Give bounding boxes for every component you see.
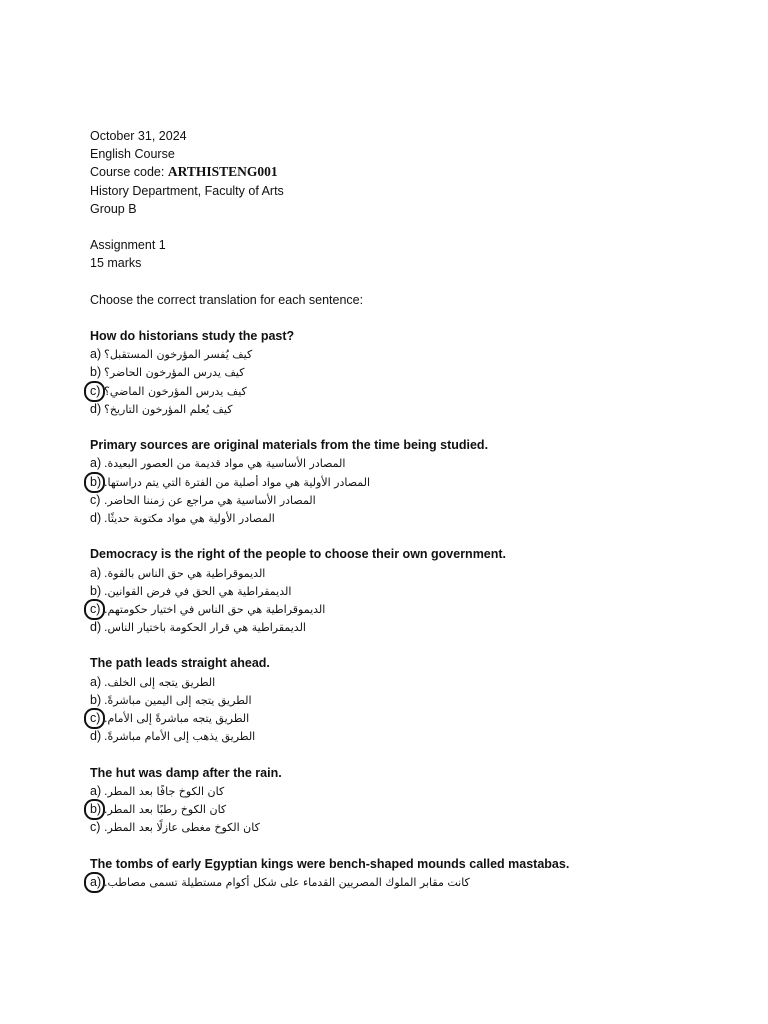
option-label: b): [90, 365, 102, 380]
option-label: d): [90, 729, 102, 744]
question-block: [90, 855, 750, 891]
question-block: [90, 764, 750, 855]
answer-option[interactable]: [90, 691, 750, 709]
answer-option[interactable]: [90, 818, 750, 836]
option-label: d): [90, 510, 102, 525]
answer-option[interactable]: [90, 491, 750, 509]
course-code-label: Course code:: [90, 165, 168, 180]
option-text: الديموقراطية هي حق الناس بالقوة.: [104, 566, 266, 580]
answer-option[interactable]: [90, 600, 750, 618]
option-label: a): [90, 456, 102, 471]
option-text: المصادر الأساسية هي مراجع عن زمننا الحاضر.: [104, 493, 316, 507]
option-label: c): [90, 601, 101, 616]
group: Group B: [90, 201, 137, 216]
question-text: Primary sources are original materials from the time being studied.: [90, 438, 489, 453]
document-content: [90, 127, 750, 891]
question-list: [90, 327, 750, 891]
option-text: كانت مقابر الملوك المصريين القدماء على شكل أكوام مستطيلة تسمى مصاطب.: [104, 875, 470, 889]
option-text: الطريق يتجه إلى الخلف.: [104, 675, 216, 689]
department: History Department, Faculty of Arts: [90, 183, 284, 198]
option-label: a): [90, 674, 102, 689]
answer-option[interactable]: [90, 873, 750, 891]
option-label: b): [90, 801, 102, 816]
course-code: [90, 163, 750, 181]
option-text: الطريق يتجه إلى اليمين مباشرةً.: [104, 693, 252, 707]
option-label: d): [90, 401, 102, 416]
option-label: c): [90, 820, 101, 835]
option-text: الديمقراطية هي قرار الحكومة باختيار الناس.: [104, 621, 306, 635]
option-text: كان الكوخ مغطى عازلًا بعد المطر.: [104, 821, 260, 835]
answer-option[interactable]: [90, 782, 750, 800]
question-block: [90, 436, 750, 545]
option-text: كيف يُفسر المؤرخون المستقبل؟: [104, 348, 253, 362]
answer-option[interactable]: [90, 564, 750, 582]
option-label: c): [90, 711, 101, 725]
answer-option[interactable]: [90, 382, 750, 400]
option-text: المصادر الأولية هي مواد مكتوبة حديثًا.: [104, 511, 275, 525]
option-text: كيف يدرس المؤرخون الماضي؟: [104, 384, 247, 398]
question-text: Democracy is the right of the people to choose their own government.: [90, 547, 507, 562]
answer-option[interactable]: [90, 363, 750, 381]
answer-option[interactable]: [90, 709, 750, 727]
option-label: b): [90, 474, 102, 489]
option-text: الديموقراطية هي حق الناس في اختيار حكومتهم.: [104, 602, 326, 616]
option-label: c): [90, 492, 101, 507]
question-text: The hut was damp after the rain.: [90, 765, 282, 780]
course-name: English Course: [90, 147, 175, 162]
option-label: a): [90, 874, 102, 889]
instruction: Choose the correct translation for each sentence:: [90, 292, 364, 307]
option-text: كيف يُعلم المؤرخون التاريخ؟: [104, 402, 233, 416]
assignment-title: Assignment 1: [90, 238, 166, 253]
option-label: d): [90, 620, 102, 635]
option-label: a): [90, 347, 102, 362]
option-text: كيف يدرس المؤرخون الحاضر؟: [104, 366, 245, 380]
answer-option[interactable]: [90, 400, 750, 418]
option-text: الطريق يذهب إلى الأمام مباشرةً.: [104, 730, 256, 744]
answer-option[interactable]: [90, 454, 750, 472]
option-text: المصادر الأساسية هي مواد قديمة من العصور البعيدة.: [104, 457, 346, 471]
option-text: المصادر الأولية هي مواد أصلية من الفترة التي يتم دراستها.: [104, 475, 371, 489]
option-text: كان الكوخ رطبًا بعد المطر.: [104, 802, 227, 816]
question-block: [90, 545, 750, 654]
assignment-marks: 15 marks: [90, 256, 142, 271]
answer-option[interactable]: [90, 727, 750, 745]
option-text: الطريق يتجه مباشرةً إلى الأمام.: [104, 712, 250, 725]
option-label: b): [90, 692, 102, 707]
option-label: a): [90, 565, 102, 580]
question-text: How do historians study the past?: [90, 329, 295, 344]
option-label: b): [90, 583, 102, 598]
answer-option[interactable]: [90, 345, 750, 363]
answer-option[interactable]: [90, 473, 750, 491]
option-label: a): [90, 783, 102, 798]
question-text: The path leads straight ahead.: [90, 656, 270, 671]
answer-option[interactable]: [90, 800, 750, 818]
option-text: الديمقراطية هي الحق في فرض القوانين.: [104, 584, 292, 598]
option-text: كان الكوخ جافًا بعد المطر.: [104, 784, 225, 798]
question-text: The tombs of early Egyptian kings were bench-shaped mounds called mastabas.: [90, 856, 570, 871]
answer-option[interactable]: [90, 509, 750, 527]
answer-option[interactable]: [90, 618, 750, 636]
date: October 31, 2024: [90, 129, 187, 143]
question-block: [90, 654, 750, 763]
answer-option[interactable]: [90, 582, 750, 600]
option-label: c): [90, 383, 101, 398]
question-block: [90, 327, 750, 436]
course-code-value: ARTHISTENG001: [167, 164, 278, 180]
answer-option[interactable]: [90, 673, 750, 691]
